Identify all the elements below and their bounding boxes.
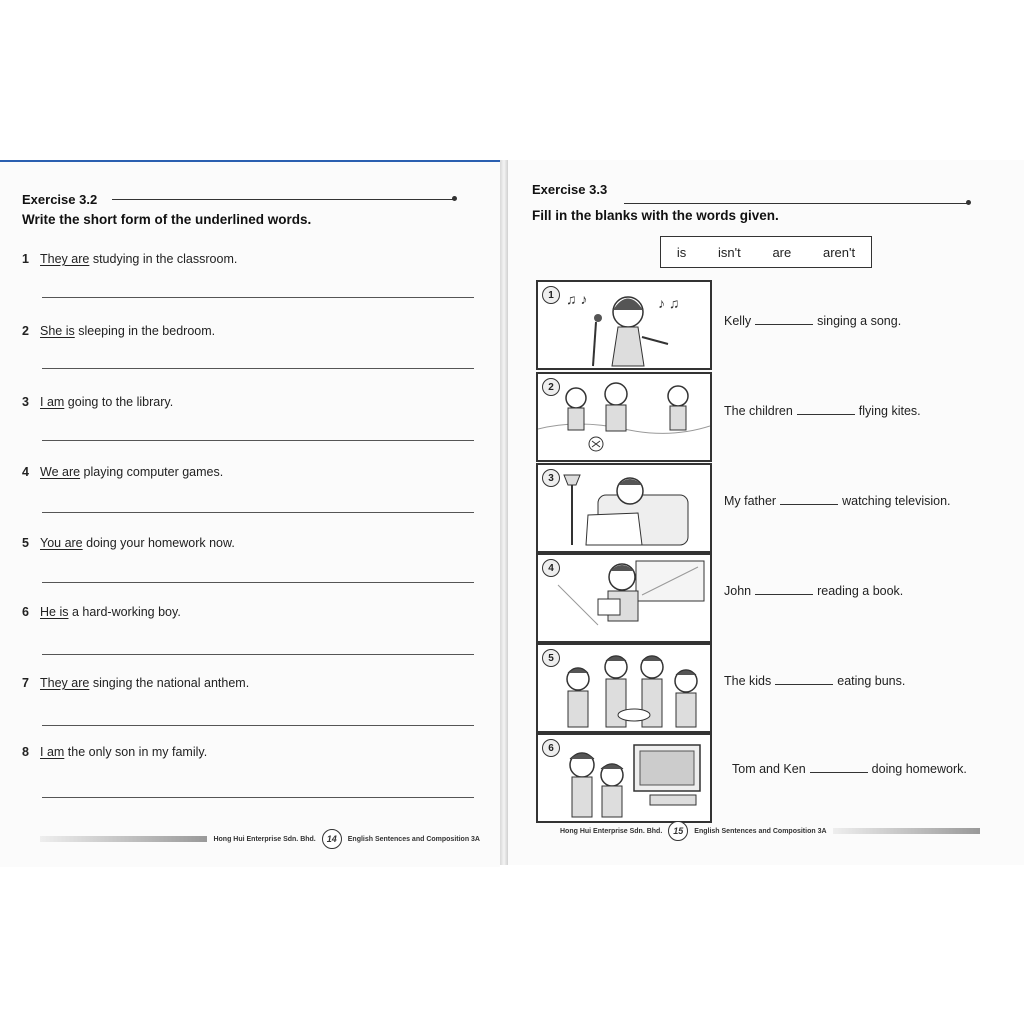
left-page xyxy=(0,160,500,867)
exercise-3-3-instruction: Fill in the blanks with the words given. xyxy=(532,208,779,223)
exercise-3-2-title: Exercise 3.2 xyxy=(22,192,98,207)
blank[interactable] xyxy=(755,314,813,325)
illustration-father-tv xyxy=(536,463,712,553)
sentence-5: The kids eating buns. xyxy=(724,674,906,688)
footer-bar xyxy=(40,836,207,842)
question-6: 6 He is a hard-working boy. xyxy=(22,605,181,619)
sentence-1: Kelly singing a song. xyxy=(724,314,902,328)
footer-bar xyxy=(833,828,980,834)
blank[interactable] xyxy=(755,584,813,595)
blank[interactable] xyxy=(780,494,838,505)
left-footer xyxy=(40,832,480,846)
answer-line-8[interactable] xyxy=(42,797,474,798)
question-3: 3 I am going to the library. xyxy=(22,395,174,409)
word-option: aren't xyxy=(822,244,856,260)
illustration-children-kites xyxy=(536,372,712,462)
answer-line-2[interactable] xyxy=(42,368,474,369)
picture-number: 1 xyxy=(542,286,560,304)
question-2: 2 She is sleeping in the bedroom. xyxy=(22,324,216,338)
blank[interactable] xyxy=(775,674,833,685)
picture-number: 2 xyxy=(542,378,560,396)
question-5: 5 You are doing your homework now. xyxy=(22,536,235,550)
exercise-3-2-instruction: Write the short form of the underlined words. xyxy=(22,212,312,227)
svg-text:♪ ♫: ♪ ♫ xyxy=(658,295,680,311)
answer-line-4[interactable] xyxy=(42,512,474,513)
word-option: isn't xyxy=(717,244,741,260)
book-spine xyxy=(500,160,508,865)
word-bank xyxy=(660,236,872,268)
blank[interactable] xyxy=(797,404,855,415)
word-option: are xyxy=(772,244,792,260)
illustration-singer xyxy=(536,280,712,370)
sentence-2: The children flying kites. xyxy=(724,404,921,418)
picture-number: 6 xyxy=(542,739,560,757)
illustration-kids-eating xyxy=(536,643,712,733)
answer-line-1[interactable] xyxy=(42,297,474,298)
svg-text:♫ ♪: ♫ ♪ xyxy=(566,291,588,307)
blank[interactable] xyxy=(810,762,868,773)
question-4: 4 We are playing computer games. xyxy=(22,465,224,479)
answer-line-6[interactable] xyxy=(42,654,474,655)
question-8: 8 I am the only son in my family. xyxy=(22,745,208,759)
sentence-4: John reading a book. xyxy=(724,584,904,598)
picture-number: 4 xyxy=(542,559,560,577)
sentence-3: My father watching television. xyxy=(724,494,951,508)
question-7: 7 They are singing the national anthem. xyxy=(22,676,250,690)
illustration-boys-computer xyxy=(536,733,712,823)
answer-line-7[interactable] xyxy=(42,725,474,726)
title-rule xyxy=(112,199,454,200)
question-1: 1 They are studying in the classroom. xyxy=(22,252,238,266)
footer-publisher: Hong Hui Enterprise Sdn. Bhd. xyxy=(213,835,316,843)
exercise-3-3-title: Exercise 3.3 xyxy=(532,182,608,197)
answer-line-5[interactable] xyxy=(42,582,474,583)
title-rule xyxy=(624,203,968,204)
footer-book-title: English Sentences and Composition 3A xyxy=(694,827,827,835)
sentence-6: Tom and Ken doing homework. xyxy=(732,762,967,776)
footer-book-title: English Sentences and Composition 3A xyxy=(347,835,480,843)
page-number: 14 xyxy=(322,829,342,849)
picture-number: 5 xyxy=(542,649,560,667)
answer-line-3[interactable] xyxy=(42,440,474,441)
word-option: is xyxy=(676,244,687,260)
illustration-boy-reading xyxy=(536,553,712,643)
footer-publisher: Hong Hui Enterprise Sdn. Bhd. xyxy=(560,827,663,835)
right-footer xyxy=(560,824,980,838)
picture-number: 3 xyxy=(542,469,560,487)
page-number: 15 xyxy=(668,821,688,841)
